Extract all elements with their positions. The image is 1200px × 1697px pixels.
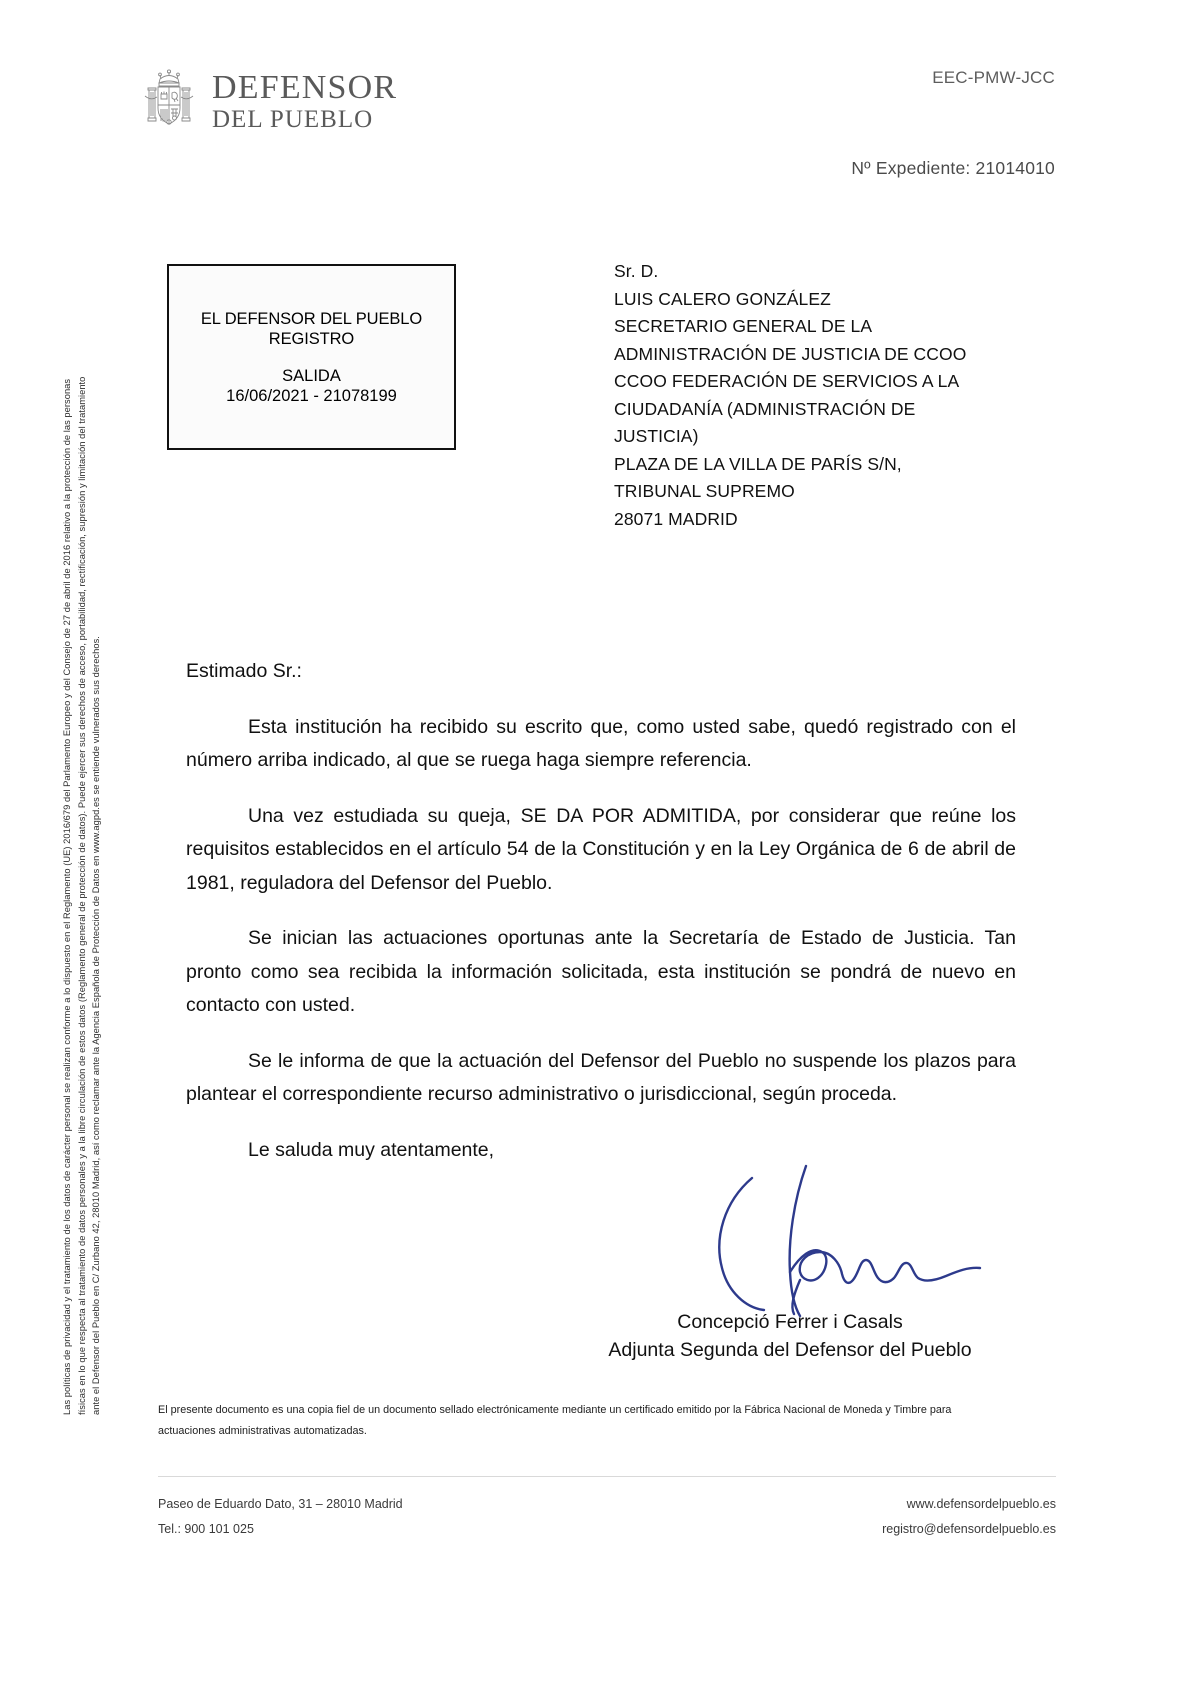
letterhead (140, 68, 397, 134)
reference-code: EEC-PMW-JCC (932, 68, 1055, 87)
privacy-notice-line-2: físicas en lo que respecta al tratamiento de datos personales y a la libre circulación de estos datos (Reglamento general de protección de datos). Puede ejercer sus derechos de acceso, portabilidad, rectificación, supresión y limitación del tratamiento (76, 376, 87, 1415)
electronic-seal-notice: El presente documento es una copia fiel de un documento sellado electrónicamente mediante un certificado emitido por la Fábrica Nacional de Moneda y Timbre para actuaciones administrativas automatizadas. (158, 1404, 952, 1437)
privacy-notice-line-3: ante el Defensor del Pueblo en C/ Zurbano 42, 28010 Madrid, así como reclamar ante la Agencia Española de Protección de Datos en www.agpd.es se entiende vulnerados sus derechos. (91, 636, 101, 1415)
body-paragraph: Una vez estudiada su queja, SE DA POR ADMITIDA, por considerar que reúne los requisitos establecidos en el artículo 54 de la Constitución y en la Ley Orgánica de 6 de abril de 1981, reguladora del Defensor del Pueblo. (186, 804, 1016, 894)
organization-name (212, 68, 398, 133)
footer-phone: Tel.: 900 101 025 (158, 1522, 254, 1536)
salutation: Estimado Sr.: (186, 660, 302, 682)
footer-contact-left (158, 1492, 403, 1542)
registry-stamp-title (201, 309, 422, 349)
body-paragraph: Se inician las actuaciones oportunas ante la Secretaría de Estado de Justicia. Tan pronto como sea recibida la información solicitada, esta institución se pondrá de nuevo en contacto con usted. (186, 927, 1016, 1016)
addressee-line: LUIS CALERO GONZÁLEZ (614, 288, 831, 309)
registry-stamp-date-number: 16/06/2021 - 21078199 (226, 386, 397, 405)
footer-email[interactable]: registro@defensordelpueblo.es (882, 1522, 1056, 1536)
addressee-block (614, 258, 966, 533)
spanish-coat-of-arms-icon (140, 68, 198, 134)
addressee-line: CIUDADANÍA (ADMINISTRACIÓN DE (614, 398, 916, 419)
signer-name: Concepció Ferrer i Casals (677, 1311, 903, 1333)
signer-title: Adjunta Segunda del Defensor del Pueblo (608, 1339, 972, 1361)
addressee-line: CCOO FEDERACIÓN DE SERVICIOS A LA (614, 371, 960, 391)
signature-area (600, 1160, 1020, 1320)
addressee-line: ADMINISTRACIÓN DE JUSTICIA DE CCOO (614, 343, 967, 364)
addressee-line: Sr. D. (614, 261, 659, 281)
letter-body (186, 655, 1016, 1167)
body-paragraph: Se le informa de que la actuación del Defensor del Pueblo no suspende los plazos para plantear el correspondiente recurso administrativo o jurisdiccional, según proceda. (186, 1049, 1016, 1105)
handwritten-signature-icon (690, 1160, 1020, 1320)
brand-line-del-pueblo: DEL PUEBLO (212, 105, 374, 133)
addressee-line: JUSTICIA) (614, 426, 699, 446)
registry-stamp-title-line-2: REGISTRO (268, 329, 355, 348)
addressee-line: 28071 MADRID (614, 508, 738, 529)
registry-stamp-title-line-1: EL DEFENSOR DEL PUEBLO (200, 309, 423, 328)
footer-divider (158, 1476, 1056, 1477)
registry-stamp-type: SALIDA (282, 366, 341, 385)
page-footer (158, 1492, 1056, 1542)
registry-stamp-box (167, 264, 456, 450)
closing-line: Le saluda muy atentamente, (248, 1138, 495, 1161)
privacy-notice-line-1: Las políticas de privacidad y el tratamiento de los datos de carácter personal se realizan conforme a lo dispuesto en el Reglamento (UE) 2016/679 del Parlamento Europeo y del Consejo de 27 de abril de 2016 relativo a la protección de las personas (62, 378, 72, 1415)
file-number: Nº Expediente: 21014010 (851, 158, 1055, 178)
signer-block (560, 1308, 1020, 1364)
brand-line-defensor: DEFENSOR (212, 68, 398, 106)
body-paragraph: Esta institución ha recibido su escrito que, como usted sabe, quedó registrado con el número arriba indicado, al que se ruega haga siempre referencia. (186, 715, 1016, 771)
footer-contact-right (882, 1492, 1056, 1542)
footer-website[interactable]: www.defensordelpueblo.es (906, 1497, 1056, 1511)
addressee-line: PLAZA DE LA VILLA DE PARÍS S/N, (614, 453, 902, 474)
addressee-line: TRIBUNAL SUPREMO (614, 481, 795, 501)
addressee-line: SECRETARIO GENERAL DE LA (614, 316, 873, 336)
footer-address: Paseo de Eduardo Dato, 31 – 28010 Madrid (158, 1497, 403, 1511)
privacy-notice-vertical (60, 215, 106, 1415)
